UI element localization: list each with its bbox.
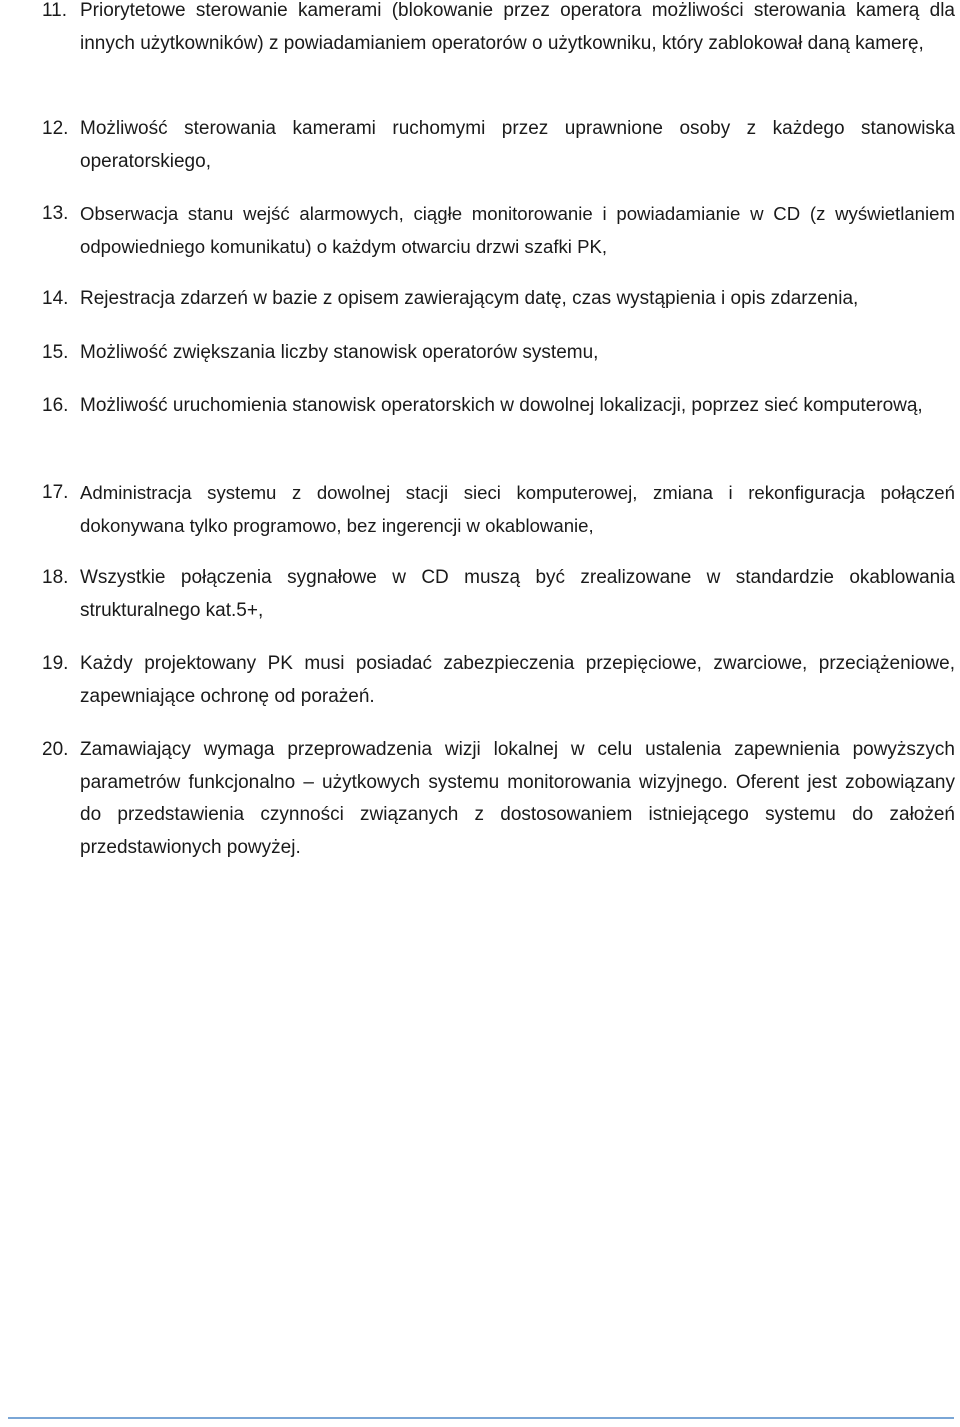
item-text: Rejestracja zdarzeń w bazie z opisem zawierającym datę, czas wystąpienia i opis zdarzenia, (80, 288, 859, 309)
item-text: Każdy projektowany PK musi posiadać zabezpieczenia przepięciowe, zwarciowe, przeciążeniowe, zapewniające ochronę od porażeń. (80, 653, 955, 707)
list-item (42, 337, 955, 370)
list-item (42, 113, 955, 178)
list-item (42, 734, 955, 864)
item-text: Obserwacja stanu wejść alarmowych, ciągłe monitorowanie i powiadamianie w CD (z wyświetlaniem odpowiedniego komunikatu) o każdym otwarciu drzwi szafki PK, (80, 203, 955, 257)
list-item (42, 198, 955, 263)
item-number: 13. (42, 203, 69, 224)
item-text: Możliwość uruchomienia stanowisk operatorskich w dowolnej lokalizacji, poprzez sieć komputerową, (80, 395, 923, 416)
list-item (42, 477, 955, 542)
item-text: Administracja systemu z dowolnej stacji sieci komputerowej, zmiana i rekonfiguracja połączeń dokonywana tylko programowo, bez ingerencji w okablowanie, (80, 482, 955, 536)
list-item (42, 283, 955, 316)
item-text: Zamawiający wymaga przeprowadzenia wizji lokalnej w celu ustalenia zapewnienia powyższych parametrów funkcjonalno – użytkowych systemu monitorowania wizyjnego. Oferent jest zobowiązany do przedstawienia czynności związanych z dostosowaniem istniejącego systemu do założeń przedstawionych powyżej. (80, 739, 955, 858)
list-item (42, 562, 955, 627)
item-text: Możliwość sterowania kamerami ruchomymi przez uprawnione osoby z każdego stanowiska operatorskiego, (80, 118, 955, 172)
item-number: 19. (42, 653, 69, 674)
item-number: 20. (42, 739, 69, 760)
item-number: 18. (42, 567, 69, 588)
item-number: 14. (42, 288, 69, 309)
item-number: 11. (42, 0, 68, 21)
list-item (42, 390, 955, 423)
item-text: Priorytetowe sterowanie kamerami (blokowanie przez operatora możliwości sterowania kamerą dla innych użytkowników) z powiadamianiem operatorów o użytkowniku, który zablokował daną kamerę, (80, 0, 955, 54)
list-item (42, 0, 955, 60)
item-number: 16. (42, 395, 69, 416)
item-number: 12. (42, 118, 69, 139)
item-number: 17. (42, 482, 69, 503)
item-number: 15. (42, 342, 69, 363)
item-text: Wszystkie połączenia sygnałowe w CD muszą być zrealizowane w standardzie okablowania strukturalnego kat.5+, (80, 567, 955, 621)
list-item (42, 648, 955, 713)
footer-divider (8, 1417, 954, 1419)
item-text: Możliwość zwiększania liczby stanowisk operatorów systemu, (80, 342, 599, 363)
